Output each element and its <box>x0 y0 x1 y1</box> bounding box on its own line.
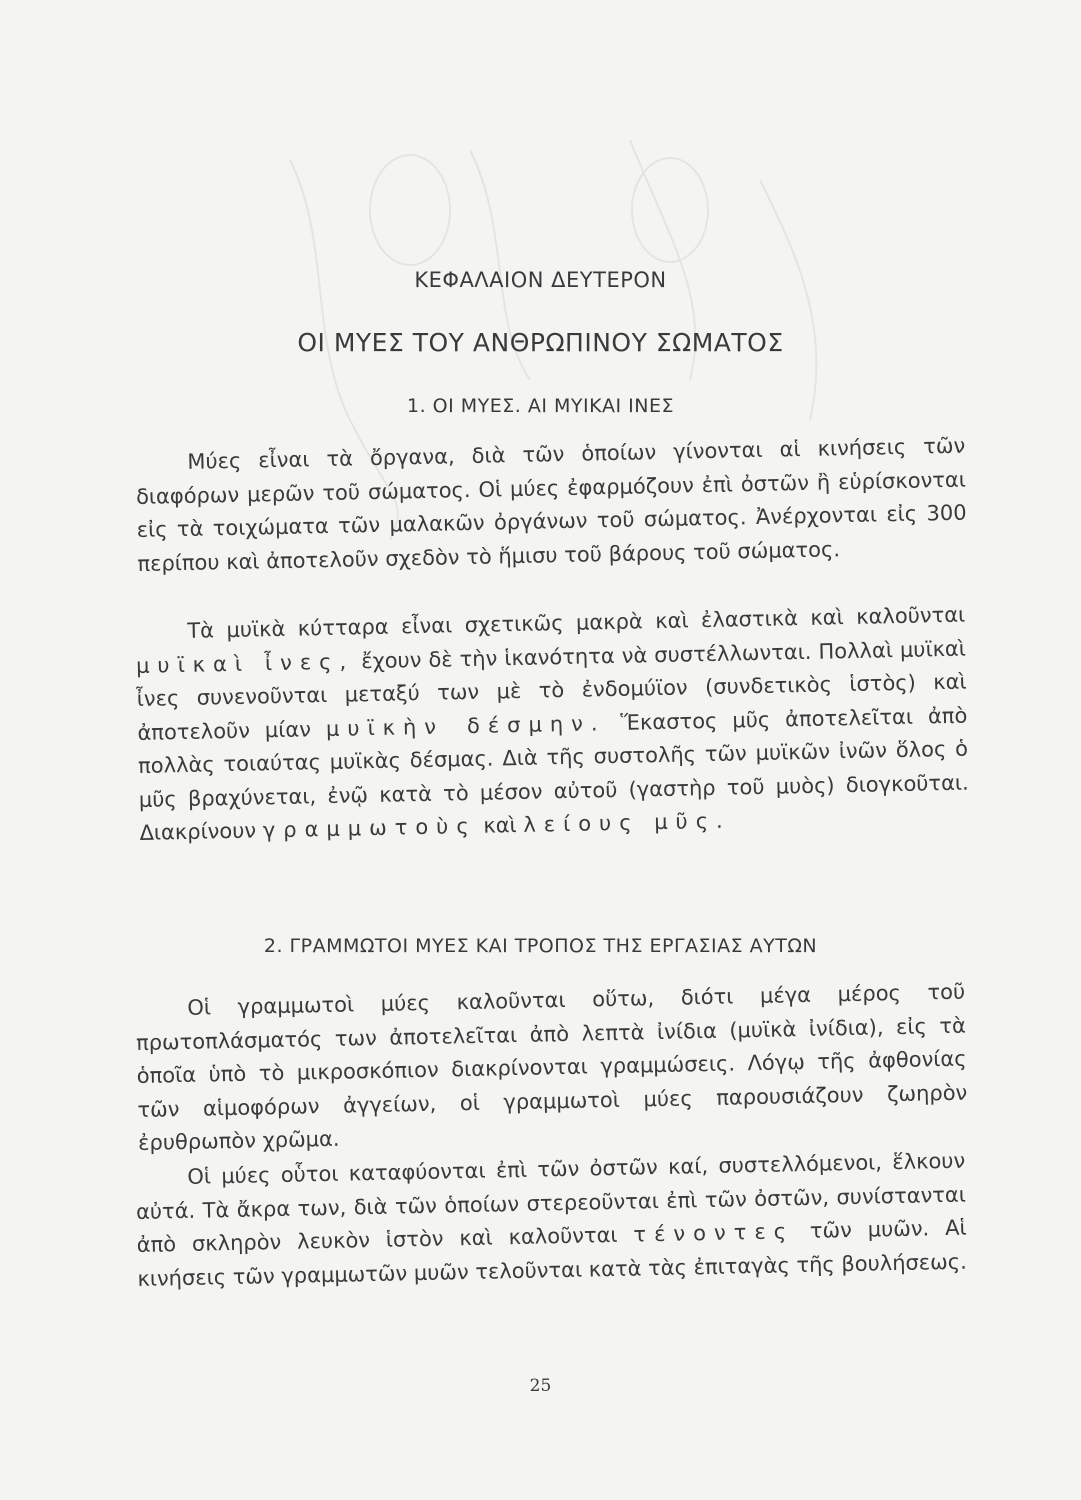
chapter-heading: ΚΕΦΑΛΑΙΟΝ ΔΕΥΤΕΡΟΝ <box>414 268 667 292</box>
paragraph-4-text-c: τῶν μυῶν. Αἱ κινήσεις τῶν γραμμωτῶν μυῶν τελοῦνται κατὰ τὰς ἐπιταγὰς τῆς βουλήσεως. <box>137 1215 967 1291</box>
term-muscle-bundle: μυϊκὴν δέσμην. <box>325 710 606 741</box>
paragraph-4-text-a: Οἱ μύες οὗτοι καταφύονται ἐπὶ τῶν ὀστῶν καί, συστελλόμενοι, ἕλκουν αὐτά. Τὰ ἄκρα των, διὰ τῶν ὁποίων στερεοῦνται ἐπὶ τῶν ὀστῶν, συνίστανται ἀπὸ σκληρὸν λευκὸν ἱστὸν καὶ καλοῦνται <box>135 1148 967 1257</box>
term-tendons: τένοντες <box>633 1219 795 1247</box>
paragraph-2-text-g: καὶ <box>483 813 517 838</box>
paragraph-3 <box>135 976 968 1161</box>
section-2-heading: 2. ΓΡΑΜΜΩΤΟΙ ΜΥΕΣ ΚΑΙ ΤΡΟΠΟΣ ΤΗΣ ΕΡΓΑΣΙΑΣ ΑΥΤΩΝ <box>263 935 818 957</box>
paragraph-1 <box>135 430 968 581</box>
section-1-heading: 1. ΟΙ ΜΥΕΣ. ΑΙ ΜΥΙΚΑΙ ΙΝΕΣ <box>406 395 675 417</box>
page-number: 25 <box>529 1376 552 1396</box>
paragraph-2 <box>135 599 970 851</box>
paragraph-2-text-c: ἔχουν δὲ τὴν ἱκανότητα νὰ συστέλλωνται. Πολλαὶ μυϊκαὶ ἶνες συνενοῦνται μεταξύ των μὲ τὸ ἐνδομύϊον (συνδετικὸς ἱστὸς) καὶ ἀποτελοῦν μίαν <box>136 636 967 745</box>
term-muscle-fibers: μυϊκαὶ ἶνες, <box>135 648 355 678</box>
term-striated: γραμμωτοὺς <box>262 813 477 843</box>
chapter-title: ΟΙ ΜΥΕΣ ΤΟΥ ΑΝΘΡΩΠΙΝΟΥ ΣΩΜΑΤΟΣ <box>297 328 784 357</box>
term-smooth-muscles: λείους μῦς. <box>523 808 731 837</box>
paragraph-1-text: Μύες εἶναι τὰ ὄργανα, διὰ τῶν ὁποίων γίνονται αἱ κινήσεις τῶν διαφόρων μερῶν τοῦ σώματος. Οἱ μύες ἐφαρμόζουν ἐπὶ ὀστῶν ἢ εὑρίσκονται εἰς τὰ τοιχώματα τῶν μαλακῶν ὀργάνων τοῦ σώματος. Ἀνέρχονται εἰς 300 περίπου καὶ ἀποτελοῦν σχεδὸν τὸ ἥμισυ τοῦ βάρους τοῦ σώματος. <box>135 433 967 576</box>
paragraph-2-text-e: Ἕκαστος μῦς ἀποτελεῖται ἀπὸ πολλὰς τοιαύτας μυϊκὰς δέσμας. Διὰ τῆς συστολῆς τῶν μυϊκῶν ἰνῶν ὅλος ὁ μῦς βραχύνεται, ἐνῷ κατὰ τὸ μέσον αὐτοῦ (γαστὴρ τοῦ μυὸς) διογκοῦται. Διακρίνουν <box>137 703 969 845</box>
paragraph-4 <box>135 1145 968 1296</box>
paragraph-3-text: Οἱ γραμμωτοὶ μύες καλοῦνται οὕτω, διότι μέγα μέρος τοῦ πρωτοπλάσματός των ἀποτελεῖται ἀπὸ λεπτὰ ἰνίδια (μυϊκὰ ἰνίδια), εἰς τὰ ὁποῖα ὑπὸ τὸ μικροσκόπιον διακρίνονται γραμμώσεις. Λόγῳ τῆς ἀφθονίας τῶν αἱμοφόρων ἀγγείων, οἱ γραμμωτοὶ μύες παρουσιάζουν ζωηρὸν ἐρυθρωπὸν χρῶμα. <box>135 979 968 1155</box>
paragraph-2-text-a: Τὰ μυϊκὰ κύτταρα εἶναι σχετικῶς μακρὰ καὶ ἐλαστικὰ καὶ καλοῦνται <box>187 602 966 643</box>
